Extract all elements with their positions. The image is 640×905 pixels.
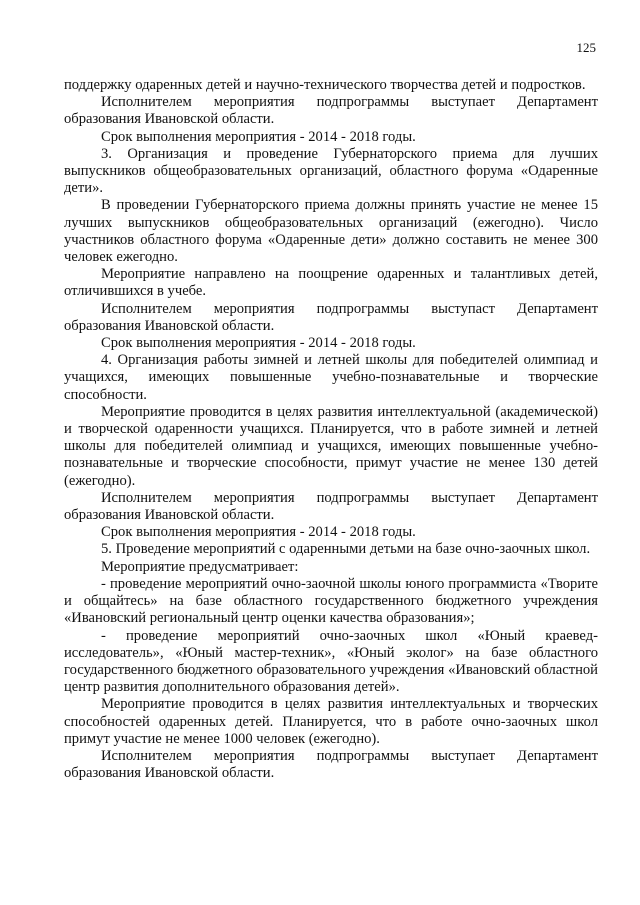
paragraph: Исполнителем мероприятия подпрограммы выступает Департамент образования Ивановской области. <box>64 747 598 782</box>
paragraph: Мероприятие проводится в целях развития интеллектуальных и творческих способностей одаренных детей. Планируется, что в работе очно-заочных школ примут участие не менее 1000 человек (ежегодно). <box>64 696 598 747</box>
page-number: 125 <box>576 40 596 55</box>
paragraph: Мероприятие направлено на поощрение одаренных и талантливых детей, отличившихся в учебе. <box>64 266 598 300</box>
paragraph: Исполнителем мероприятия подпрограммы выступаст Департамент образования Ивановской области. <box>64 300 598 334</box>
body-text <box>64 77 598 782</box>
paragraph: Срок выполнения мероприятия - 2014 - 2018 годы. <box>101 128 416 145</box>
paragraph: Мероприятие предусматривает: <box>101 558 299 575</box>
paragraph: Исполнителем мероприятия подпрограммы выступает Департамент образования Ивановской области. <box>64 489 598 524</box>
paragraph: Исполнителем мероприятия подпрограммы выступает Департамент образования Ивановской области. <box>64 94 598 128</box>
paragraph: Срок выполнения мероприятия - 2014 - 2018 годы. <box>101 335 416 352</box>
paragraph: В проведении Губернаторского приема должны принять участие не менее 15 лучших выпускников общеобразовательных организаций (ежегодно). Число участников областного форума «Одаренные дети» должно составить не менее 300 человек ежегодно. <box>64 197 598 266</box>
paragraph: Мероприятие проводится в целях развития интеллектуальной (академической) и творческой одаренности учащихся. Планируется, что в работе зимней и летней школы для победителей олимпиад и учащихся, имеющих повышенные учебно-познавательные и творческие способности, примут участие не менее 130 детей (ежегодно). <box>64 403 598 489</box>
paragraph: поддержку одаренных детей и научно-технического творчества детей и подростков. <box>64 77 586 93</box>
paragraph: Срок выполнения мероприятия - 2014 - 2018 годы. <box>101 524 416 541</box>
paragraph: 3. Организация и проведение Губернаторского приема для лучших выпускников общеобразовательных организаций, областного форума «Одаренные дети». <box>64 145 598 197</box>
paragraph: 5. Проведение мероприятий с одаренными детьми на базе очно-заочных школ. <box>101 541 591 558</box>
paragraph: 4. Организация работы зимней и летней школы для победителей олимпиад и учащихся, имеющих повышенные учебно-познавательные и творческие способности. <box>64 352 598 403</box>
paragraph: - проведение мероприятий очно-заочной школы юного программиста «Творите и общайтесь» на базе областного государственного бюджетного учреждения «Ивановский региональный центр оценки качества образования»; <box>64 575 598 627</box>
paragraph: - проведение мероприятий очно-заочных школ «Юный краевед-исследователь», «Юный мастер-техник», «Юный эколог» на базе областного государственного бюджетного образовательного учреждения «Ивановский областной центр развития дополнительного образования детей». <box>64 627 598 696</box>
